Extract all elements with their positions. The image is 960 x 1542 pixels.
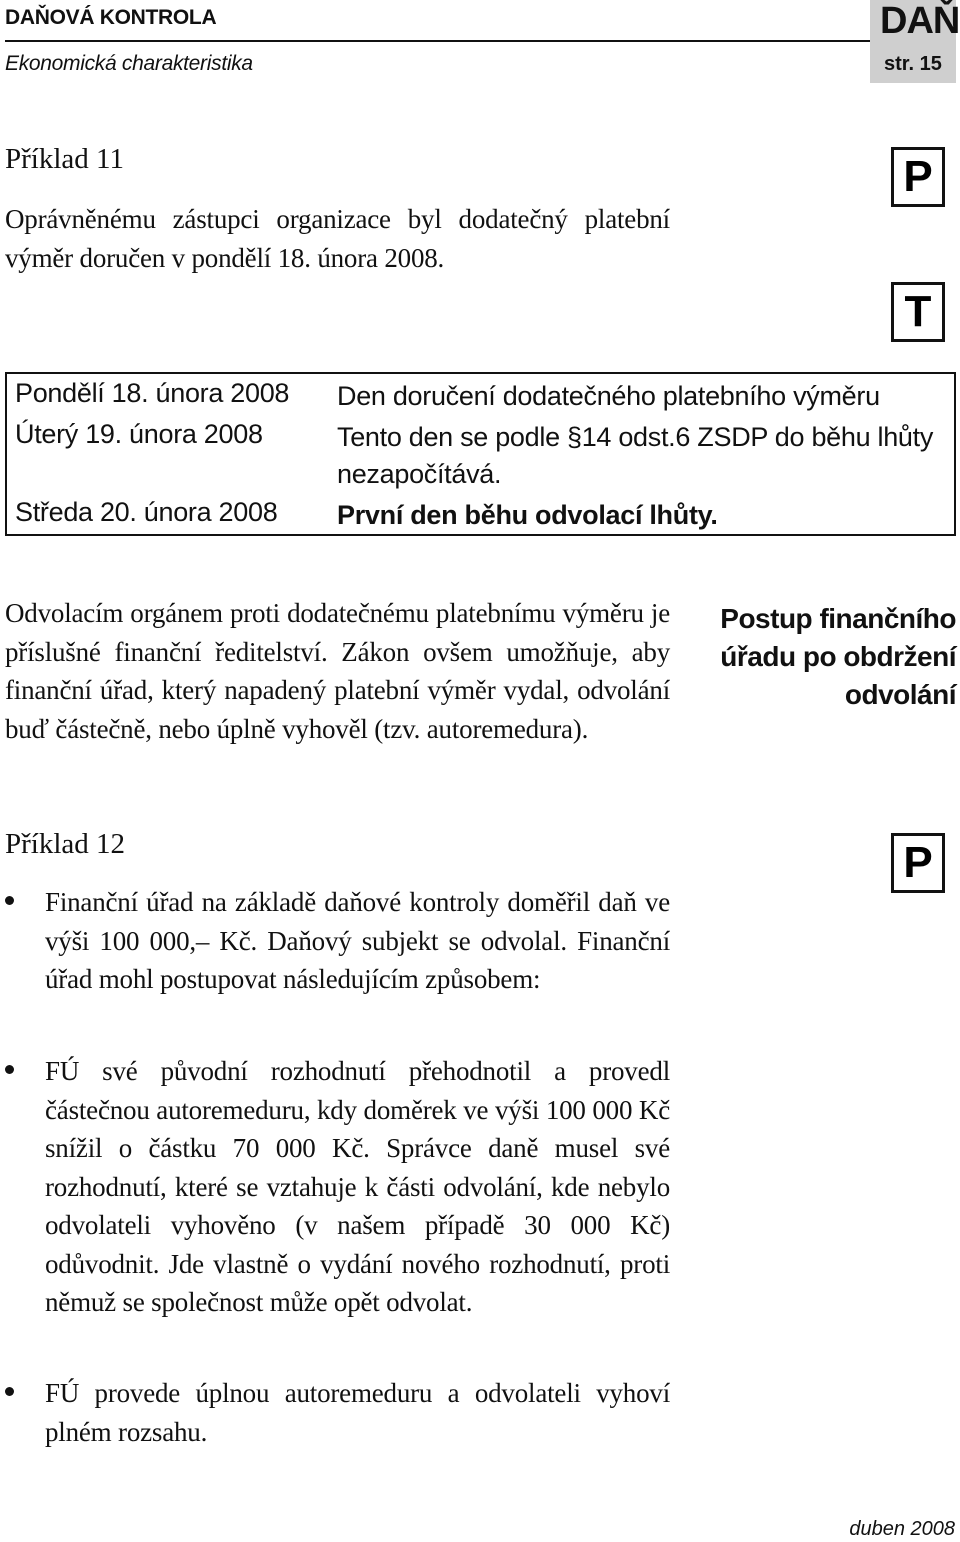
header-rule bbox=[5, 40, 870, 42]
table-date-cell: Středa 20. února 2008 bbox=[15, 497, 278, 527]
list-item-text: FÚ své původní rozhodnutí přehodnotil a provedl částečnou autoremeduru, kdy doměrek ve výši 100 000 Kč snížil o částku 70 000 Kč. Správce daně musel své rozhodnutí, které se vztahuje k části odvolání, kde nebylo odvolateli vyhověno (v našem případě 30 000 Kč) odůvodnit. Jde vlastně o vydání nového rozhodnutí, proti němuž se společnost může opět odvolat. bbox=[45, 1056, 670, 1317]
table-desc-cell: Den doručení dodatečného platebního výměru bbox=[337, 381, 880, 411]
table-desc-cell: Tento den se podle §14 odst.6 ZSDP do běhu lhůty nezapočítává. bbox=[337, 422, 934, 489]
margin-note: Postup finančního úřadu po obdržení odvolání bbox=[720, 603, 956, 710]
running-header-title: DAŇOVÁ KONTROLA bbox=[5, 6, 217, 29]
example-11-heading: Příklad 11 bbox=[5, 143, 124, 175]
appeal-paragraph: Odvolacím orgánem proti dodatečnému platebnímu výměru je příslušné finanční ředitelství. Zákon ovšem umožňuje, aby finanční úřad, který napadený platební výměr vydal, odvolání buď částečně, nebo úplně vyhověl (tzv. autoremedura). bbox=[5, 598, 670, 744]
example-12-heading: Příklad 12 bbox=[5, 828, 126, 860]
running-header-subtitle: Ekonomická charakteristika bbox=[5, 52, 253, 75]
example-11-text: Oprávněnému zástupci organizace byl dodatečný platební výměr doručen v pondělí 18. února 2008. bbox=[5, 204, 670, 273]
list-item-text: FÚ provede úplnou autoremeduru a odvolateli vyhoví plném rozsahu. bbox=[45, 1378, 670, 1447]
publication-logo: DAŇ bbox=[880, 0, 960, 42]
bullet-icon bbox=[5, 1065, 14, 1074]
table-date-cell: Úterý 19. února 2008 bbox=[15, 419, 263, 449]
page-number: str. 15 bbox=[884, 53, 942, 75]
table-date-cell: Pondělí 18. února 2008 bbox=[15, 378, 290, 408]
date-table bbox=[5, 372, 956, 536]
bullet-icon bbox=[5, 1387, 14, 1396]
t-marker-box: T bbox=[891, 282, 945, 342]
table-desc-cell: První den běhu odvolací lhůty. bbox=[337, 500, 718, 530]
footer-date: duben 2008 bbox=[849, 1518, 955, 1540]
p-marker-box: P bbox=[891, 147, 945, 207]
p-marker-box: P bbox=[891, 833, 945, 893]
list-item-text: Finanční úřad na základě daňové kontroly doměřil daň ve výši 100 000,– Kč. Daňový subjekt se odvolal. Finanční úřad mohl postupovat následujícím způsobem: bbox=[45, 887, 670, 994]
bullet-icon bbox=[5, 896, 14, 905]
